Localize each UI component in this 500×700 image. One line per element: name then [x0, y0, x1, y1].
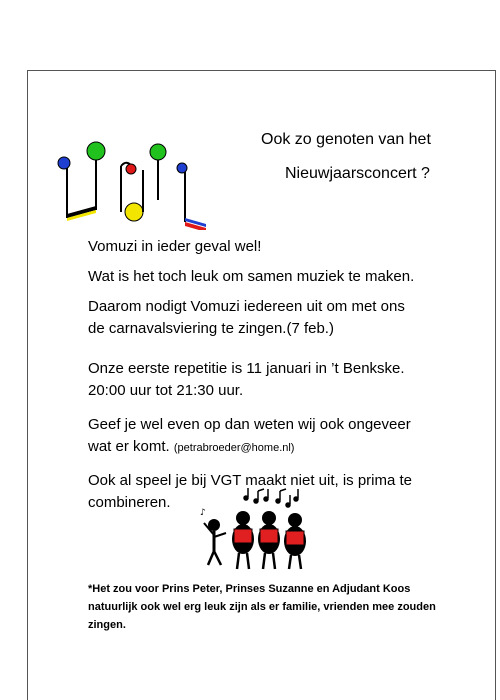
svg-text:♪: ♪	[200, 508, 206, 518]
paragraph-4-line-2: 20:00 uur tot 21:30 uur.	[88, 382, 244, 399]
paragraph-4-line-1: Onze eerste repetitie is 11 januari in ’t Benkske.	[88, 360, 405, 377]
music-notes-small-icon	[244, 488, 298, 507]
paragraph-5-line-2-text: wat er komt.	[88, 438, 170, 455]
footnote-line-1: *Het zou voor Prins Peter, Prinses Suzanne en Adjudant Koos	[88, 583, 411, 595]
footnote-line-2: natuurlijk ook wel erg leuk zijn als er familie, vrienden mee zouden	[88, 601, 436, 613]
paragraph-4	[88, 358, 473, 402]
paragraph-3	[88, 296, 473, 340]
footnote	[88, 580, 468, 634]
green-note-2-icon	[150, 144, 166, 200]
singer-figure-2-icon	[258, 511, 280, 569]
music-notes-illustration	[48, 130, 213, 230]
singing-choir-illustration	[196, 485, 326, 573]
paragraph-5	[88, 414, 473, 459]
blue-note-2-icon	[177, 163, 206, 230]
paragraph-3-line-2: de carnavalsviering te zingen.(7 feb.)	[88, 320, 334, 337]
yellow-note-icon	[125, 170, 143, 221]
singer-figure-1-icon	[232, 511, 254, 569]
conductor-figure-icon	[200, 508, 226, 565]
green-note-icon	[87, 142, 105, 210]
heading-line-1: Ook zo genoten van het	[261, 131, 431, 148]
paragraph-5-line-1: Geef je wel even op dan weten wij ook ongeveer	[88, 416, 411, 433]
footnote-line-3: zingen.	[88, 619, 126, 631]
paragraph-3-line-1: Daarom nodigt Vomuzi iedereen uit om met ons	[88, 298, 405, 315]
paragraph-6-line-1: Ook al speel je bij VGT maakt niet uit, is prima te	[88, 472, 413, 489]
paragraph-6-line-2: combineren.	[88, 494, 171, 511]
singer-figure-3-icon	[284, 513, 306, 569]
contact-email: (petrabroeder@home.nl)	[173, 442, 295, 454]
paragraph-5-line-2	[88, 436, 473, 459]
heading-line-2: Nieuwjaarsconcert ?	[285, 165, 430, 182]
paragraph-2: Wat is het toch leuk om samen muziek te maken.	[88, 268, 415, 285]
blue-note-icon	[58, 157, 70, 218]
paragraph-1: Vomuzi in ieder geval wel!	[88, 238, 262, 255]
